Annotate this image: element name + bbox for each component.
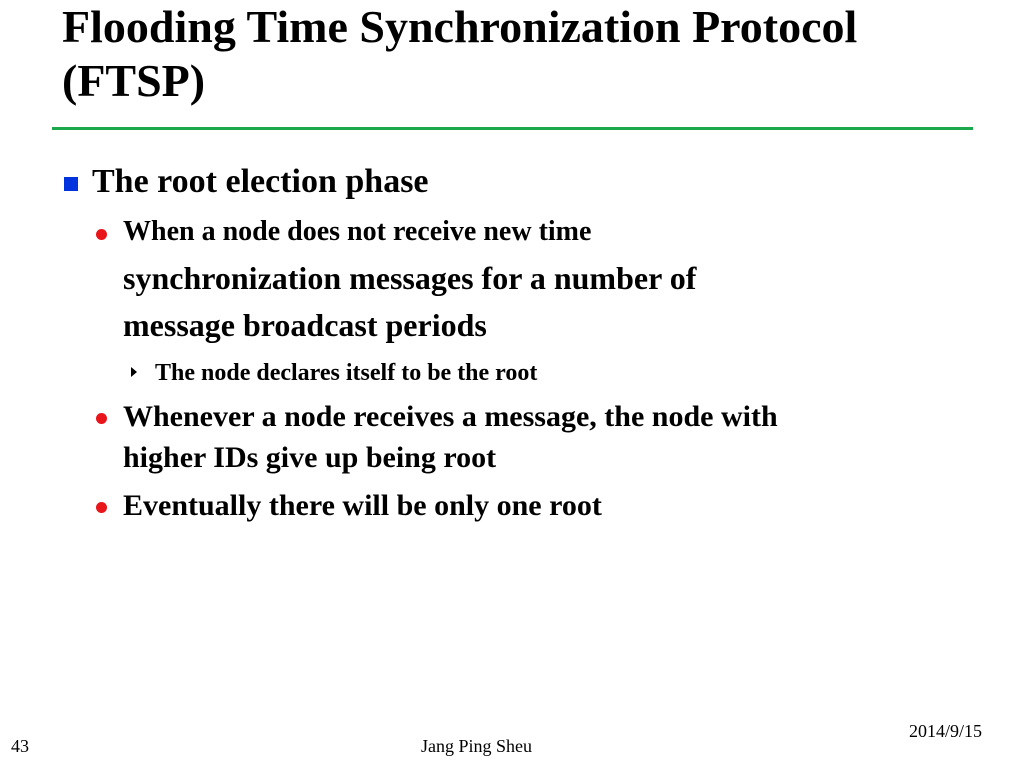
title-divider bbox=[52, 127, 973, 130]
footer-author: Jang Ping Sheu bbox=[421, 736, 533, 756]
red-dot-bullet-icon bbox=[96, 502, 107, 513]
square-bullet-icon bbox=[64, 177, 78, 191]
bullet-2-line-2: higher IDs give up being root bbox=[123, 441, 497, 474]
page-number: 43 bbox=[11, 736, 29, 756]
red-dot-bullet-icon bbox=[96, 413, 107, 424]
slide-title-line2: (FTSP) bbox=[62, 55, 206, 106]
bullet-1-line-1: When a node does not receive new time bbox=[123, 216, 592, 247]
red-dot-bullet-icon bbox=[96, 229, 107, 240]
sub-bullet-text: The node declares itself to be the root bbox=[155, 360, 538, 386]
triangle-bullet-icon bbox=[131, 367, 137, 377]
slide-title-line1: Flooding Time Synchronization Protocol bbox=[62, 1, 858, 52]
bullet-3-line-1: Eventually there will be only one root bbox=[123, 489, 602, 522]
footer-date: 2014/9/15 bbox=[909, 721, 983, 741]
bullet-1-line-2: synchronization messages for a number of bbox=[123, 260, 697, 296]
bullet-2-line-1: Whenever a node receives a message, the node with bbox=[123, 400, 778, 433]
level1-bullet-text: The root election phase bbox=[92, 163, 429, 200]
bullet-1-line-3: message broadcast periods bbox=[123, 307, 487, 343]
slide-title bbox=[62, 0, 992, 108]
